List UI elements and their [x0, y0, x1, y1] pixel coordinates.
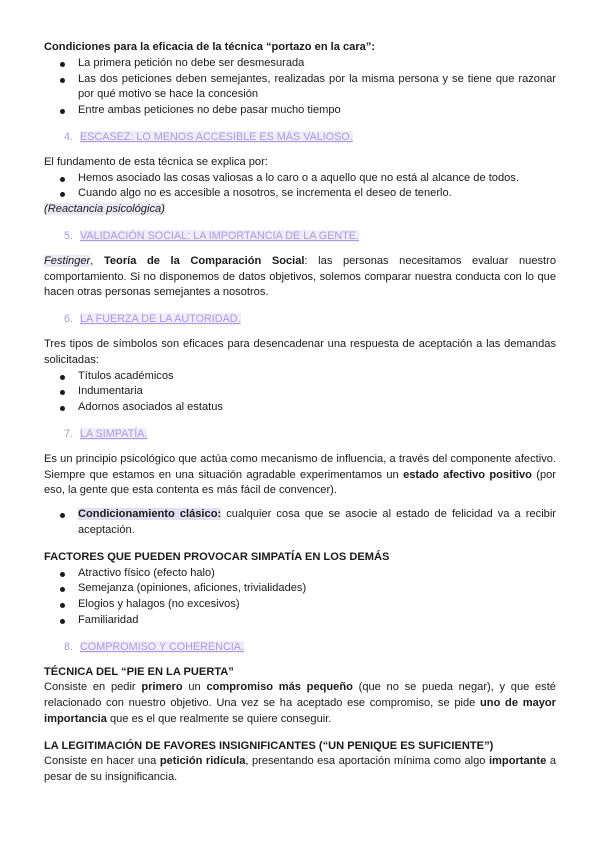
bold-term: uno de mayor importancia: [44, 697, 556, 725]
factors-list: [44, 566, 556, 629]
scarcity-list: [44, 171, 556, 203]
section-number: 6.: [64, 313, 74, 326]
paragraph-text: cualquier cosa que se asocie al estado de felicidad va a recibir aceptación.: [78, 508, 556, 536]
paragraph-text: Consiste en hacer una: [44, 755, 160, 768]
conditioning-list: [44, 507, 556, 539]
subheading-legitimization: LA LEGITIMACIÓN DE FAVORES INSIGNIFICANTES (“UN PENIQUE ES SUFICIENTE”): [44, 739, 494, 752]
list-item: [44, 507, 556, 539]
factors-heading: FACTORES QUE PUEDEN PROVOCAR SIMPATÍA EN LOS DEMÁS: [44, 550, 390, 563]
comma: ,: [90, 254, 94, 267]
paragraph-text: un: [182, 681, 207, 694]
list-item: Familiaridad: [44, 613, 556, 629]
bold-term: importante: [488, 755, 547, 768]
paragraph: [44, 254, 556, 301]
theory-name: Teoría de la Comparación Social: [103, 254, 305, 267]
paragraph-text: (que no se pueda negar), y que esté relacionado con nuestro objetivo. Una vez se ha aceptado ese compromiso, se pide: [44, 681, 556, 710]
bold-term: petición ridícula: [159, 755, 246, 768]
paragraph: El fundamento de esta técnica se explica por:: [44, 155, 268, 168]
paragraph-text: , presentando esa aportación mínima como algo: [245, 755, 489, 768]
paragraph-text: (por eso, la gente que esta contenta es más fácil de convencer).: [44, 468, 556, 497]
section-title: ESCASEZ: LO MENOS ACCESIBLE ES MÁS VALIOSO.: [80, 130, 353, 143]
list-item: Títulos académicos: [44, 369, 556, 385]
section-title: LA FUERZA DE LA AUTORIDAD.: [80, 313, 241, 326]
section-heading-8: [64, 640, 556, 656]
paragraph: [44, 452, 556, 499]
bold-term: primero: [141, 681, 183, 694]
list-item: Las dos peticiones deben semejantes, realizadas por la misma persona y se tiene que razonar por qué motivo se hace la concesión: [44, 72, 556, 104]
section-number: 8.: [64, 640, 74, 653]
paragraph: [44, 680, 556, 727]
list-item: Adornos asociados al estatus: [44, 400, 556, 416]
bold-term: estado afectivo positivo: [403, 468, 532, 481]
section-heading-6: [64, 312, 556, 328]
list-item: Cuando algo no es accesible a nosotros, se incrementa el deseo de tenerlo.: [44, 186, 556, 202]
authority-list: [44, 369, 556, 416]
list-item: Semejanza (opiniones, aficiones, trivialidades): [44, 581, 556, 597]
note: [44, 202, 556, 218]
bold-term: compromiso más pequeño: [206, 681, 353, 694]
list-item: Indumentaria: [44, 384, 556, 400]
list-item: Atractivo físico (efecto halo): [44, 566, 556, 582]
author-name: Festinger: [44, 254, 91, 267]
conditioning-label: Condicionamiento clásico:: [78, 508, 222, 521]
section-heading-7: [64, 427, 556, 443]
conditions-list: [44, 56, 556, 119]
section-heading-5: [64, 229, 556, 245]
section-number: 5.: [64, 229, 74, 242]
reactance-note: (Reactancia psicológica): [44, 203, 165, 216]
paragraph-text: a pesar de su insignificancia.: [44, 755, 556, 784]
list-item: Elogios y halagos (no excesivos): [44, 597, 556, 613]
section-heading-4: [64, 130, 556, 146]
section-number: 4.: [64, 130, 74, 143]
section-title: LA SIMPATÍA.: [80, 427, 148, 440]
section-number: 7.: [64, 427, 74, 440]
list-item: Hemos asociado las cosas valiosas a lo caro o a aquello que no está al alcance de todos.: [44, 171, 556, 187]
list-item: La primera petición no debe ser desmesurada: [44, 56, 556, 72]
section-title: COMPROMISO Y COHERENCIA.: [80, 640, 244, 653]
conditions-heading: Condiciones para la eficacia de la técnica “portazo en la cara”:: [44, 41, 376, 53]
paragraph: Tres tipos de símbolos son eficaces para desencadenar una respuesta de aceptación a las demandas solicitadas:: [44, 337, 556, 366]
paragraph-text: : las personas necesitamos evaluar nuestro comportamiento. Si no disponemos de datos objetivos, solemos comparar nuestra conducta con lo que hacen otras personas semejantes a nosotros.: [44, 254, 556, 299]
subheading-foot-in-door: TÉCNICA DEL “PIE EN LA PUERTA”: [44, 665, 234, 678]
paragraph-text: que es el que realmente se quiere conseguir.: [106, 712, 332, 725]
paragraph-text: Consiste en pedir: [44, 681, 142, 694]
paragraph-text: Es un principio psicológico que actúa como mecanismo de influencia, a través del componente afectivo. Siempre que estamos en una situación agradable experimentamos un: [44, 452, 556, 481]
list-item: Entre ambas peticiones no debe pasar mucho tiempo: [44, 103, 556, 119]
paragraph: [44, 754, 556, 786]
section-title: VALIDACIÓN SOCIAL: LA IMPORTANCIA DE LA GENTE.: [80, 229, 359, 242]
document-page: [44, 40, 556, 786]
